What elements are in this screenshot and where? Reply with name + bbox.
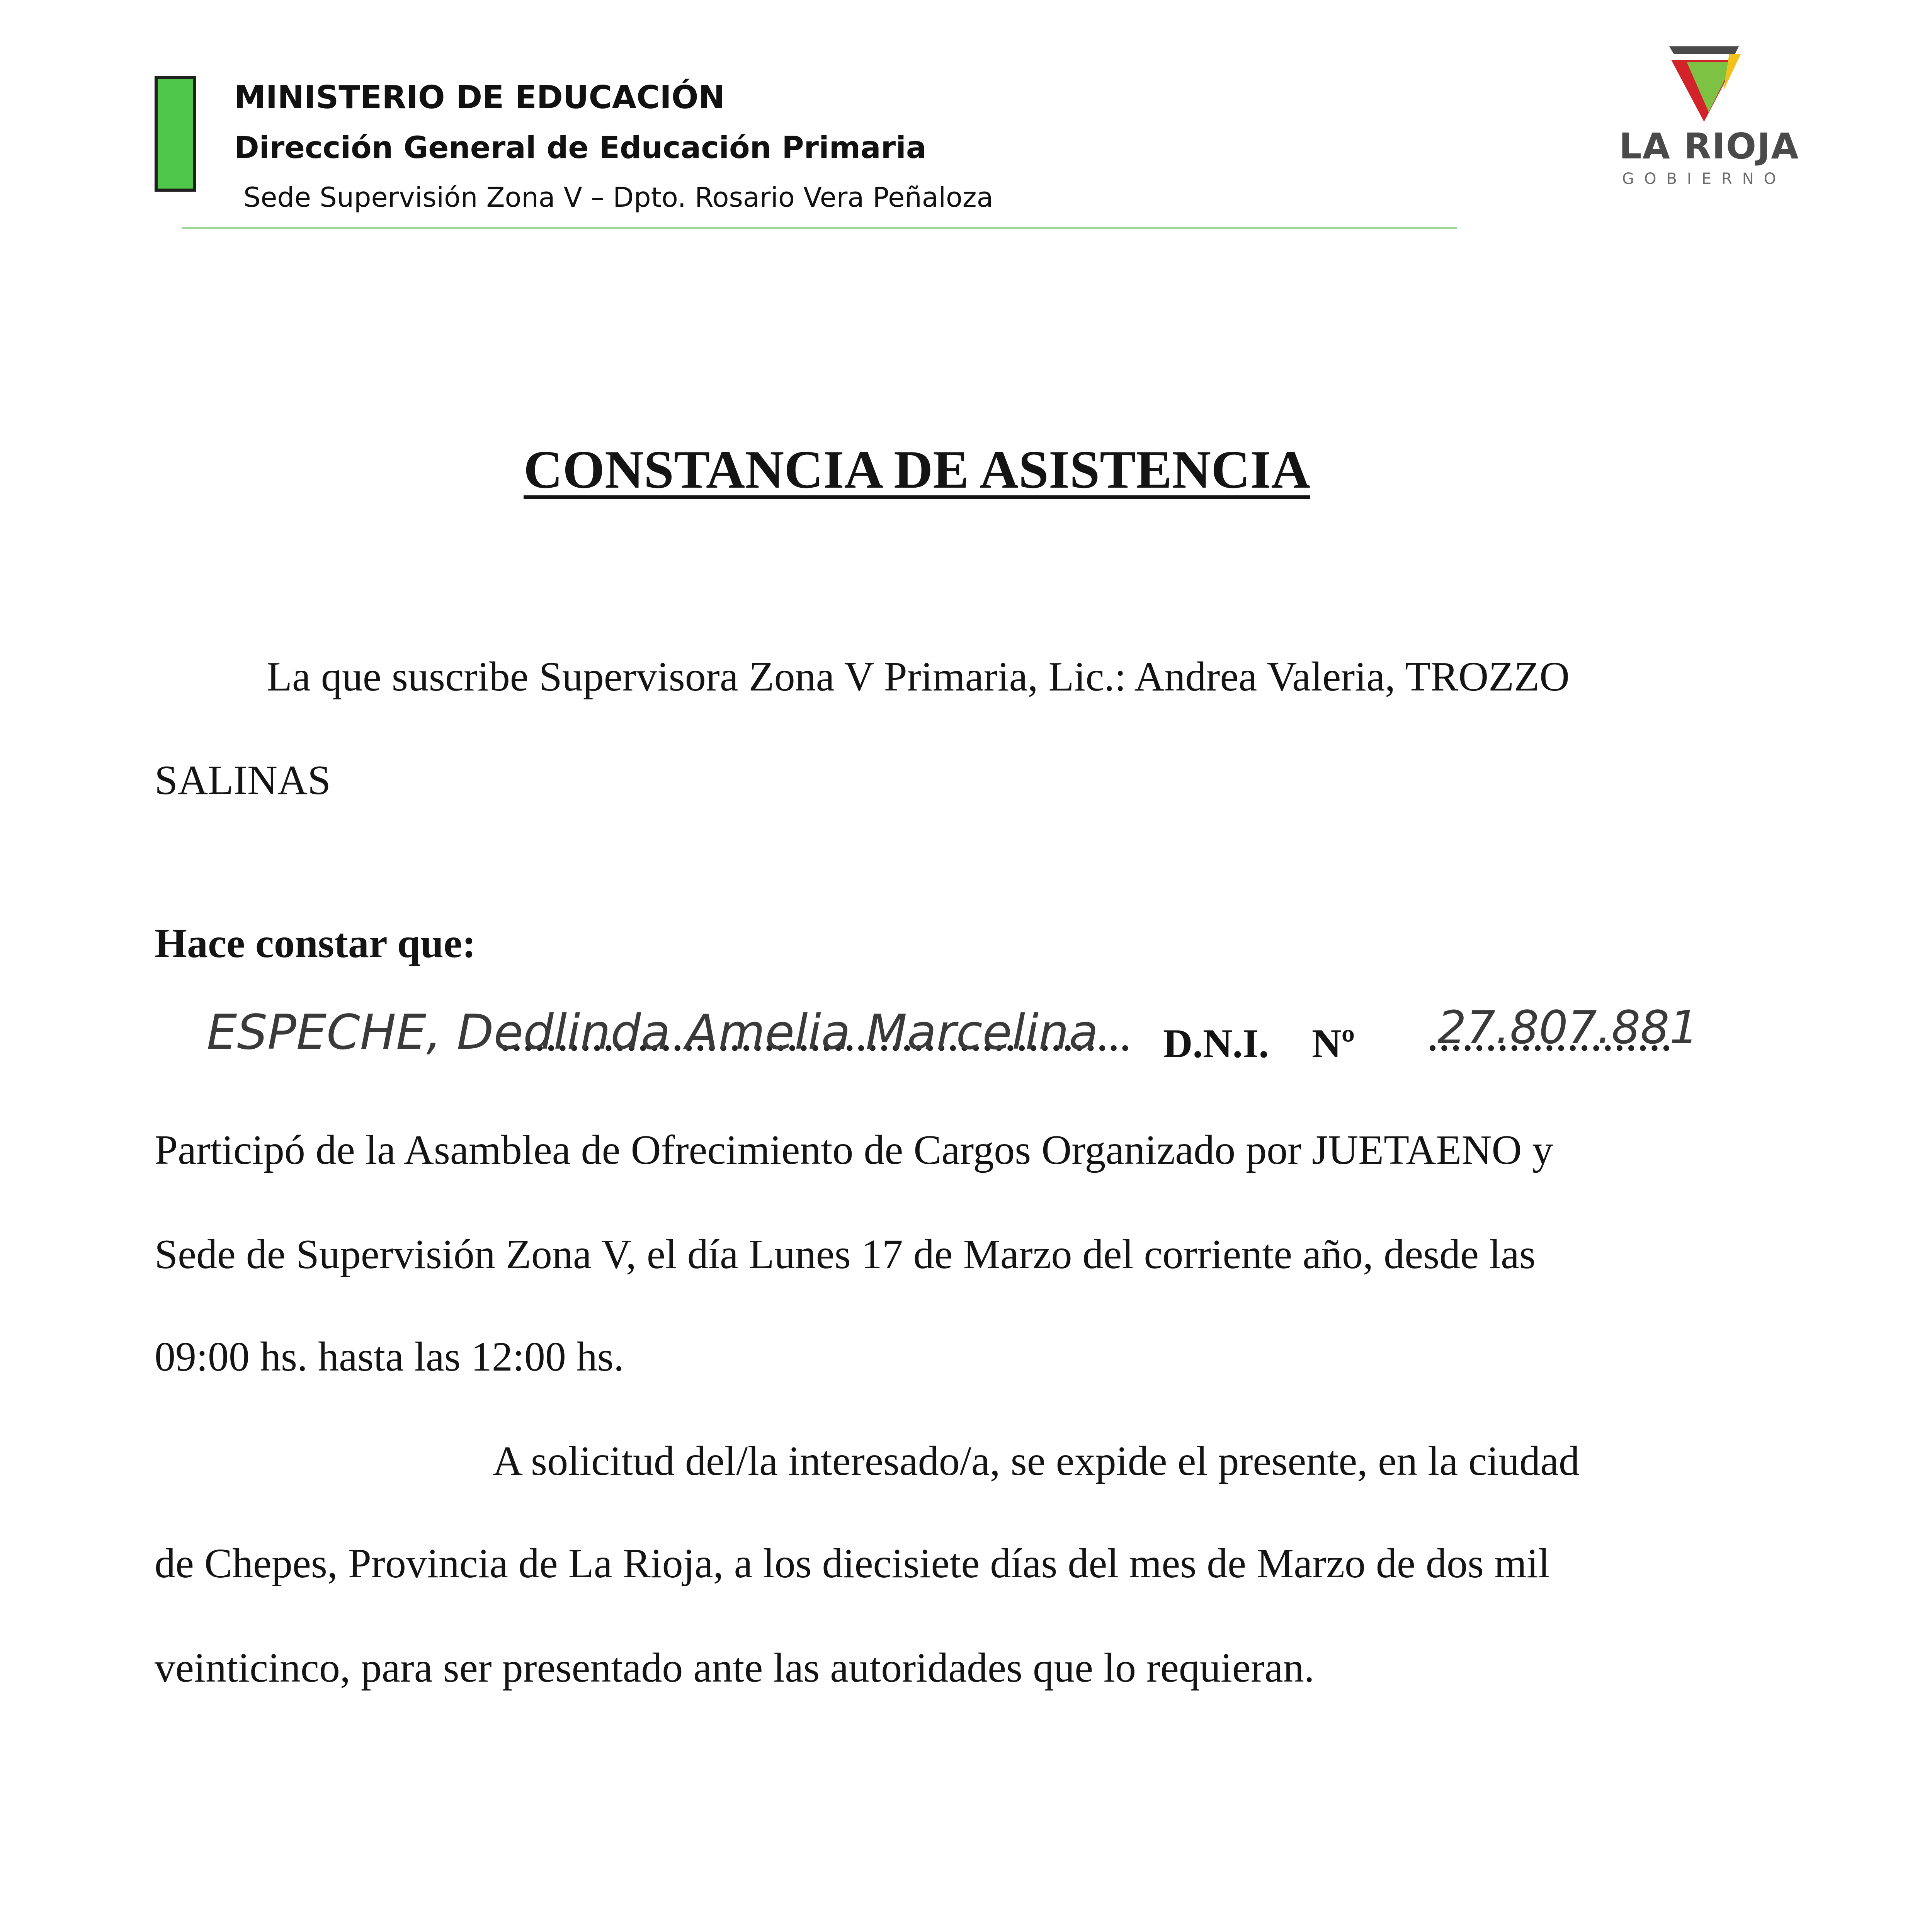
body-p2-line-1: A solicitud del/la interesado/a, se expide el presente, en la ciudad [493,1438,1580,1484]
hace-constar-heading: Hace constar que: [155,920,476,966]
handwritten-signature [1206,1924,1708,1932]
intro-line-2: SALINAS [155,757,331,803]
document-title: CONSTANCIA DE ASISTENCIA [524,440,1310,500]
header-divider [182,227,1457,229]
dni-label: D.N.I. [1163,1021,1269,1066]
la-rioja-logo [1607,39,1808,188]
sede-title: Sede Supervisión Zona V – Dpto. Rosario Vera Peñaloza [243,182,993,213]
body-p2-line-2: de Chepes, Provincia de La Rioja, a los diecisiete días del mes de Marzo de dos mil [155,1541,1550,1587]
dni-handwritten: 27.807.881 [1437,1001,1699,1054]
green-bar [155,76,196,192]
logo-name: LA RIOJA [1619,126,1799,167]
intro-line-1: La que suscribe Supervisora Zona V Primaria, Lic.: Andrea Valeria, TROZZO [267,654,1570,700]
body-p1-line-1: Participó de la Asamblea de Ofrecimiento de Cargos Organizado por JUETAENO y [155,1127,1553,1173]
attendee-name-handwritten: ESPECHE, Dedlinda Amelia Marcelina [207,1005,1099,1060]
body-p1-line-3: 09:00 hs. hasta las 12:00 hs. [155,1334,624,1380]
direction-title: Dirección General de Educación Primaria [234,131,927,165]
number-label: Nº [1312,1021,1355,1066]
body-p2-line-3: veinticinco, para ser presentado ante las autoridades que lo requieran. [155,1645,1315,1691]
body-p1-line-2: Sede de Supervisión Zona V, el día Lunes 17 de Marzo del corriente año, desde las [155,1231,1536,1277]
la-rioja-emblem-icon [1607,39,1808,128]
ministry-title: MINISTERIO DE EDUCACIÓN [234,79,725,116]
logo-sub: GOBIERNO [1622,170,1786,188]
